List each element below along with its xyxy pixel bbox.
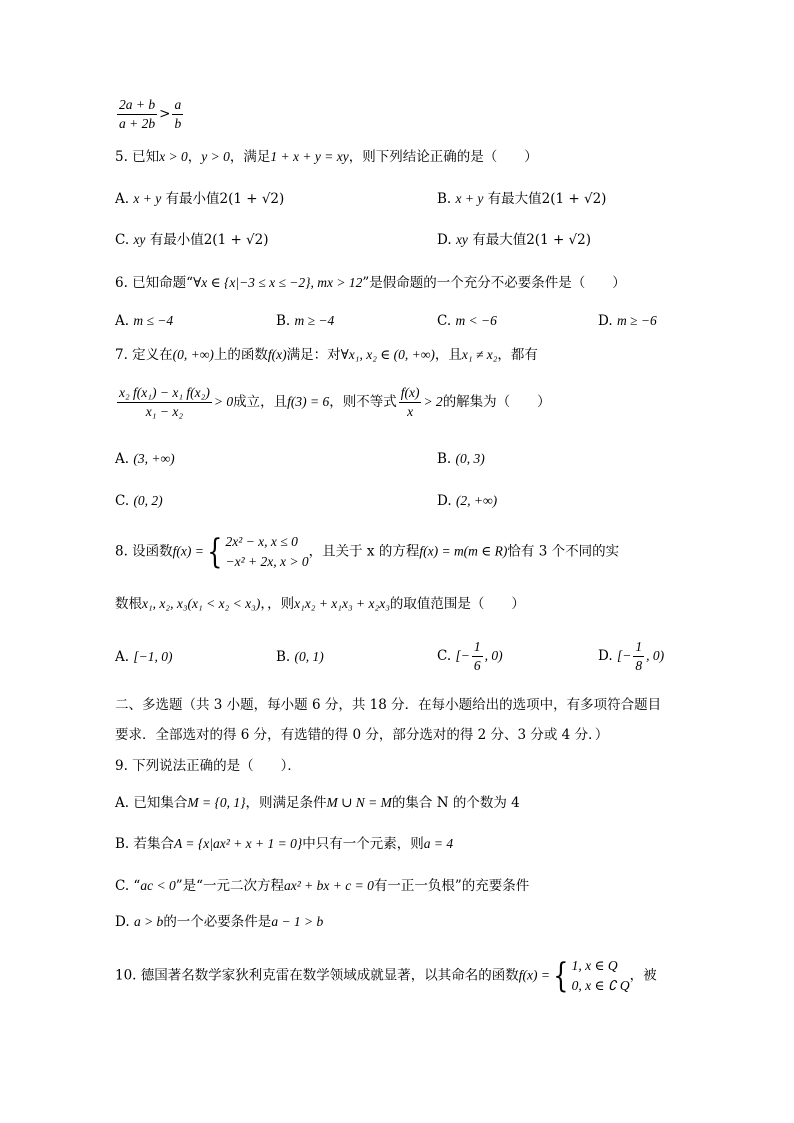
question-6-stem: 6. 已知命题“∀x ∈ {x|−3 ≤ x ≤ −2}, mx > 12”是假命题的一个充分不必要条件是（ ） (115, 275, 626, 291)
q7-option-d[interactable]: D. (2, +∞) (437, 493, 498, 509)
question-7-stem-line2: $\frac{\text{x₂ f(x₁) − x₁ f(x₂)}}{\text{x₁ − x₂}}$ > 0成立，且f(3) = 6，则不等式 $\frac{f(x)}{x}$ > 2的解集为（ ） (119, 385, 551, 419)
q8-option-d[interactable]: D. [− $\frac{1}{8}$ , 0) (598, 639, 665, 673)
q5-option-c[interactable]: C. xy 有最小值2(1 + √2) (115, 232, 269, 248)
q9-option-a[interactable]: A. 已知集合M = {0, 1}，则满足条件M ∪ N = M的集合 N 的个数为 4 (115, 795, 520, 811)
question-9-stem: 9. 下列说法正确的是（ ）． (115, 758, 301, 774)
fraction-numerator: 2a + b (117, 96, 157, 115)
fraction-inequality-fragment (115, 96, 185, 133)
q5-option-a[interactable]: A. x + y 有最小值2(1 + √2) (115, 191, 285, 207)
q8-option-c[interactable]: C. [− $\frac{1}{6}$ , 0) (437, 639, 503, 673)
section-2-heading-line2: 要求．全部选对的得 6 分，有选错的得 0 分，部分选对的得 2 分、3 分或 4 分．） (115, 727, 609, 743)
question-8-stem-line1: 8. 设函数f(x) ={ 2x² − x, x ≤ 0 −x² + 2x, x > 0 ，且关于 x 的方程f(x) = m(m ∈ R)恰有 3 个不同的实 (115, 532, 620, 572)
q8-option-b[interactable]: B. (0, 1) (276, 649, 324, 665)
q5-option-b[interactable]: B. x + y 有最大值2(1 + √2) (437, 191, 607, 207)
q7-option-a[interactable]: A. (3, +∞) (115, 451, 175, 467)
q9-option-c[interactable]: C. “ac < 0”是“一元二次方程ax² + bx + c = 0有一正一负根”的充要条件 (115, 878, 530, 894)
q8-option-a[interactable]: A. [−1, 0) (115, 649, 173, 665)
question-10-stem: 10. 德国著名数学家狄利克雷在数学领域成就显著，以其命名的函数f(x) ={ 1, x ∈ Q 0, x ∈ ∁ Q ，被 (115, 956, 657, 996)
question-7-stem-line1: 7. 定义在(0, +∞)上的函数f(x)满足：对∀x₁, x₂ ∈ (0, +∞)，且x₁ ≠ x₂，都有 (115, 347, 538, 363)
q6-option-b[interactable]: B. m ≥ −4 (276, 313, 335, 329)
section-2-heading-line1: 二、多选题（共 3 小题，每小题 6 分，共 18 分．在每小题给出的选项中，有多项符合题目 (115, 697, 662, 713)
question-5-stem: 5. 已知x > 0，y > 0，满足1 + x + y = xy，则下列结论正确的是（ ） (115, 149, 538, 165)
q7-option-b[interactable]: B. (0, 3) (437, 451, 485, 467)
rhs-denominator: b (174, 116, 182, 131)
q6-option-c[interactable]: C. m < −6 (437, 313, 497, 329)
operator: > (159, 106, 171, 122)
piecewise-cases: 2x² − x, x ≤ 0 −x² + 2x, x > 0 (225, 534, 309, 569)
q9-option-d[interactable]: D. a > b的一个必要条件是a − 1 > b (115, 914, 324, 930)
left-brace: { (553, 956, 569, 996)
fraction-denominator: a + 2b (119, 116, 156, 131)
q9-option-b[interactable]: B. 若集合A = {x|ax² + x + 1 = 0}中只有一个元素，则a = 4 (115, 836, 454, 852)
piecewise-cases: 1, x ∈ Q 0, x ∈ ∁ Q (571, 958, 630, 993)
q5-option-d[interactable]: D. xy 有最大值2(1 + √2) (437, 232, 592, 248)
q6-option-d[interactable]: D. m ≥ −6 (598, 313, 657, 329)
rhs-numerator: a (172, 96, 183, 115)
q7-option-c[interactable]: C. (0, 2) (115, 493, 163, 509)
q6-option-a[interactable]: A. m ≤ −4 (115, 313, 174, 329)
left-brace: { (207, 532, 223, 572)
question-8-stem-line2: 数根x₁, x₂, x₃(x₁ < x₂ < x₃)，，则x₁x₂ + x₁x₃ + x₂x₃的取值范围是（ ） (115, 596, 525, 612)
